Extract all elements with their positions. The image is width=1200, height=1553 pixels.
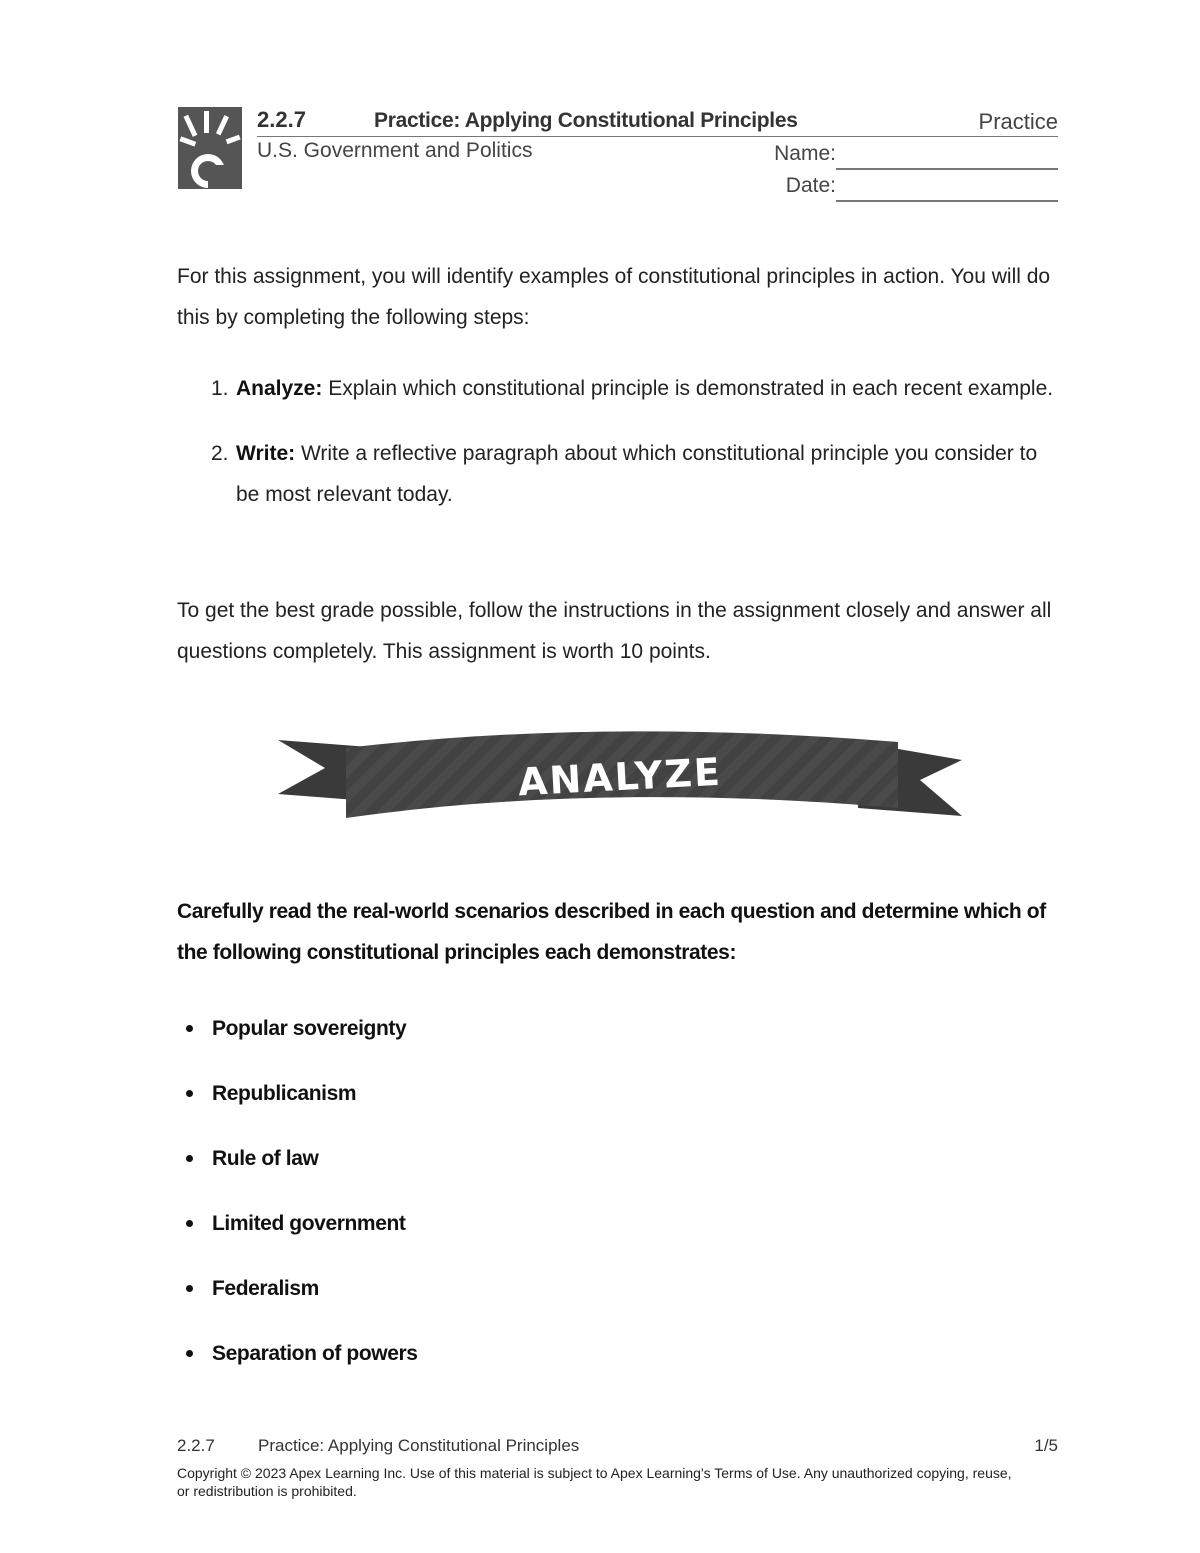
bullet-icon [186, 1350, 193, 1357]
closing-paragraph: To get the best grade possible, follow the instructions in the assignment closely and answer all questions completely. This assignment is worth 10 points. [177, 599, 1052, 663]
principles-list [177, 1008, 418, 1398]
principle-label: Popular sovereignty [212, 1017, 407, 1040]
steps-list [177, 368, 1057, 539]
date-label: Date: [785, 174, 836, 197]
principle-label: Rule of law [212, 1147, 319, 1170]
bullet-icon [186, 1025, 193, 1032]
footer-title: Practice: Applying Constitutional Principles [258, 1436, 580, 1455]
footer-lesson-code: 2.2.7 [177, 1436, 215, 1455]
step-label: Analyze: [236, 377, 323, 400]
task-instructions: Carefully read the real-world scenarios described in each question and determine which of the following constitutional principles each demonstrates: [177, 900, 1046, 964]
step-item [177, 368, 1057, 409]
bullet-icon [186, 1090, 193, 1097]
step-number: 2. [211, 442, 229, 465]
copyright-notice: Copyright © 2023 Apex Learning Inc. Use of this material is subject to Apex Learning's Terms of Use. Any unauthorized copying, reuse, or redistribution is prohibited. [177, 1465, 1012, 1499]
principle-label: Federalism [212, 1277, 319, 1300]
apex-logo-icon [178, 107, 242, 189]
step-text: Write a reflective paragraph about which constitutional principle you consider to be most relevant today. [236, 442, 1038, 506]
intro-paragraph: For this assignment, you will identify examples of constitutional principles in action. You will do this by completing the following steps: [177, 265, 1051, 329]
step-number: 1. [211, 377, 229, 400]
banner-label: ANALYZE [516, 749, 723, 805]
step-label: Write: [236, 442, 296, 465]
principle-item [177, 1008, 418, 1073]
principle-label: Republicanism [212, 1082, 357, 1105]
date-field[interactable] [836, 200, 1058, 202]
principle-item [177, 1138, 418, 1203]
header-activity-type: Practice [978, 109, 1058, 134]
header-title: Practice: Applying Constitutional Principles [374, 109, 798, 132]
step-item [177, 433, 1057, 515]
principle-item [177, 1268, 418, 1333]
footer-page-number: 1/5 [1034, 1436, 1058, 1455]
name-field[interactable] [836, 168, 1058, 170]
principle-item [177, 1203, 418, 1268]
principle-label: Separation of powers [212, 1342, 418, 1365]
bullet-icon [186, 1220, 193, 1227]
principle-label: Limited government [212, 1212, 406, 1235]
step-text: Explain which constitutional principle is demonstrated in each recent example. [322, 377, 1054, 400]
analyze-banner [270, 728, 970, 828]
bullet-icon [186, 1155, 193, 1162]
header-lesson-code: 2.2.7 [257, 107, 306, 132]
bullet-icon [186, 1285, 193, 1292]
principle-item [177, 1073, 418, 1138]
header-course: U.S. Government and Politics [257, 139, 533, 162]
header-divider [257, 136, 1058, 137]
principle-item [177, 1333, 418, 1398]
name-label: Name: [774, 142, 836, 165]
